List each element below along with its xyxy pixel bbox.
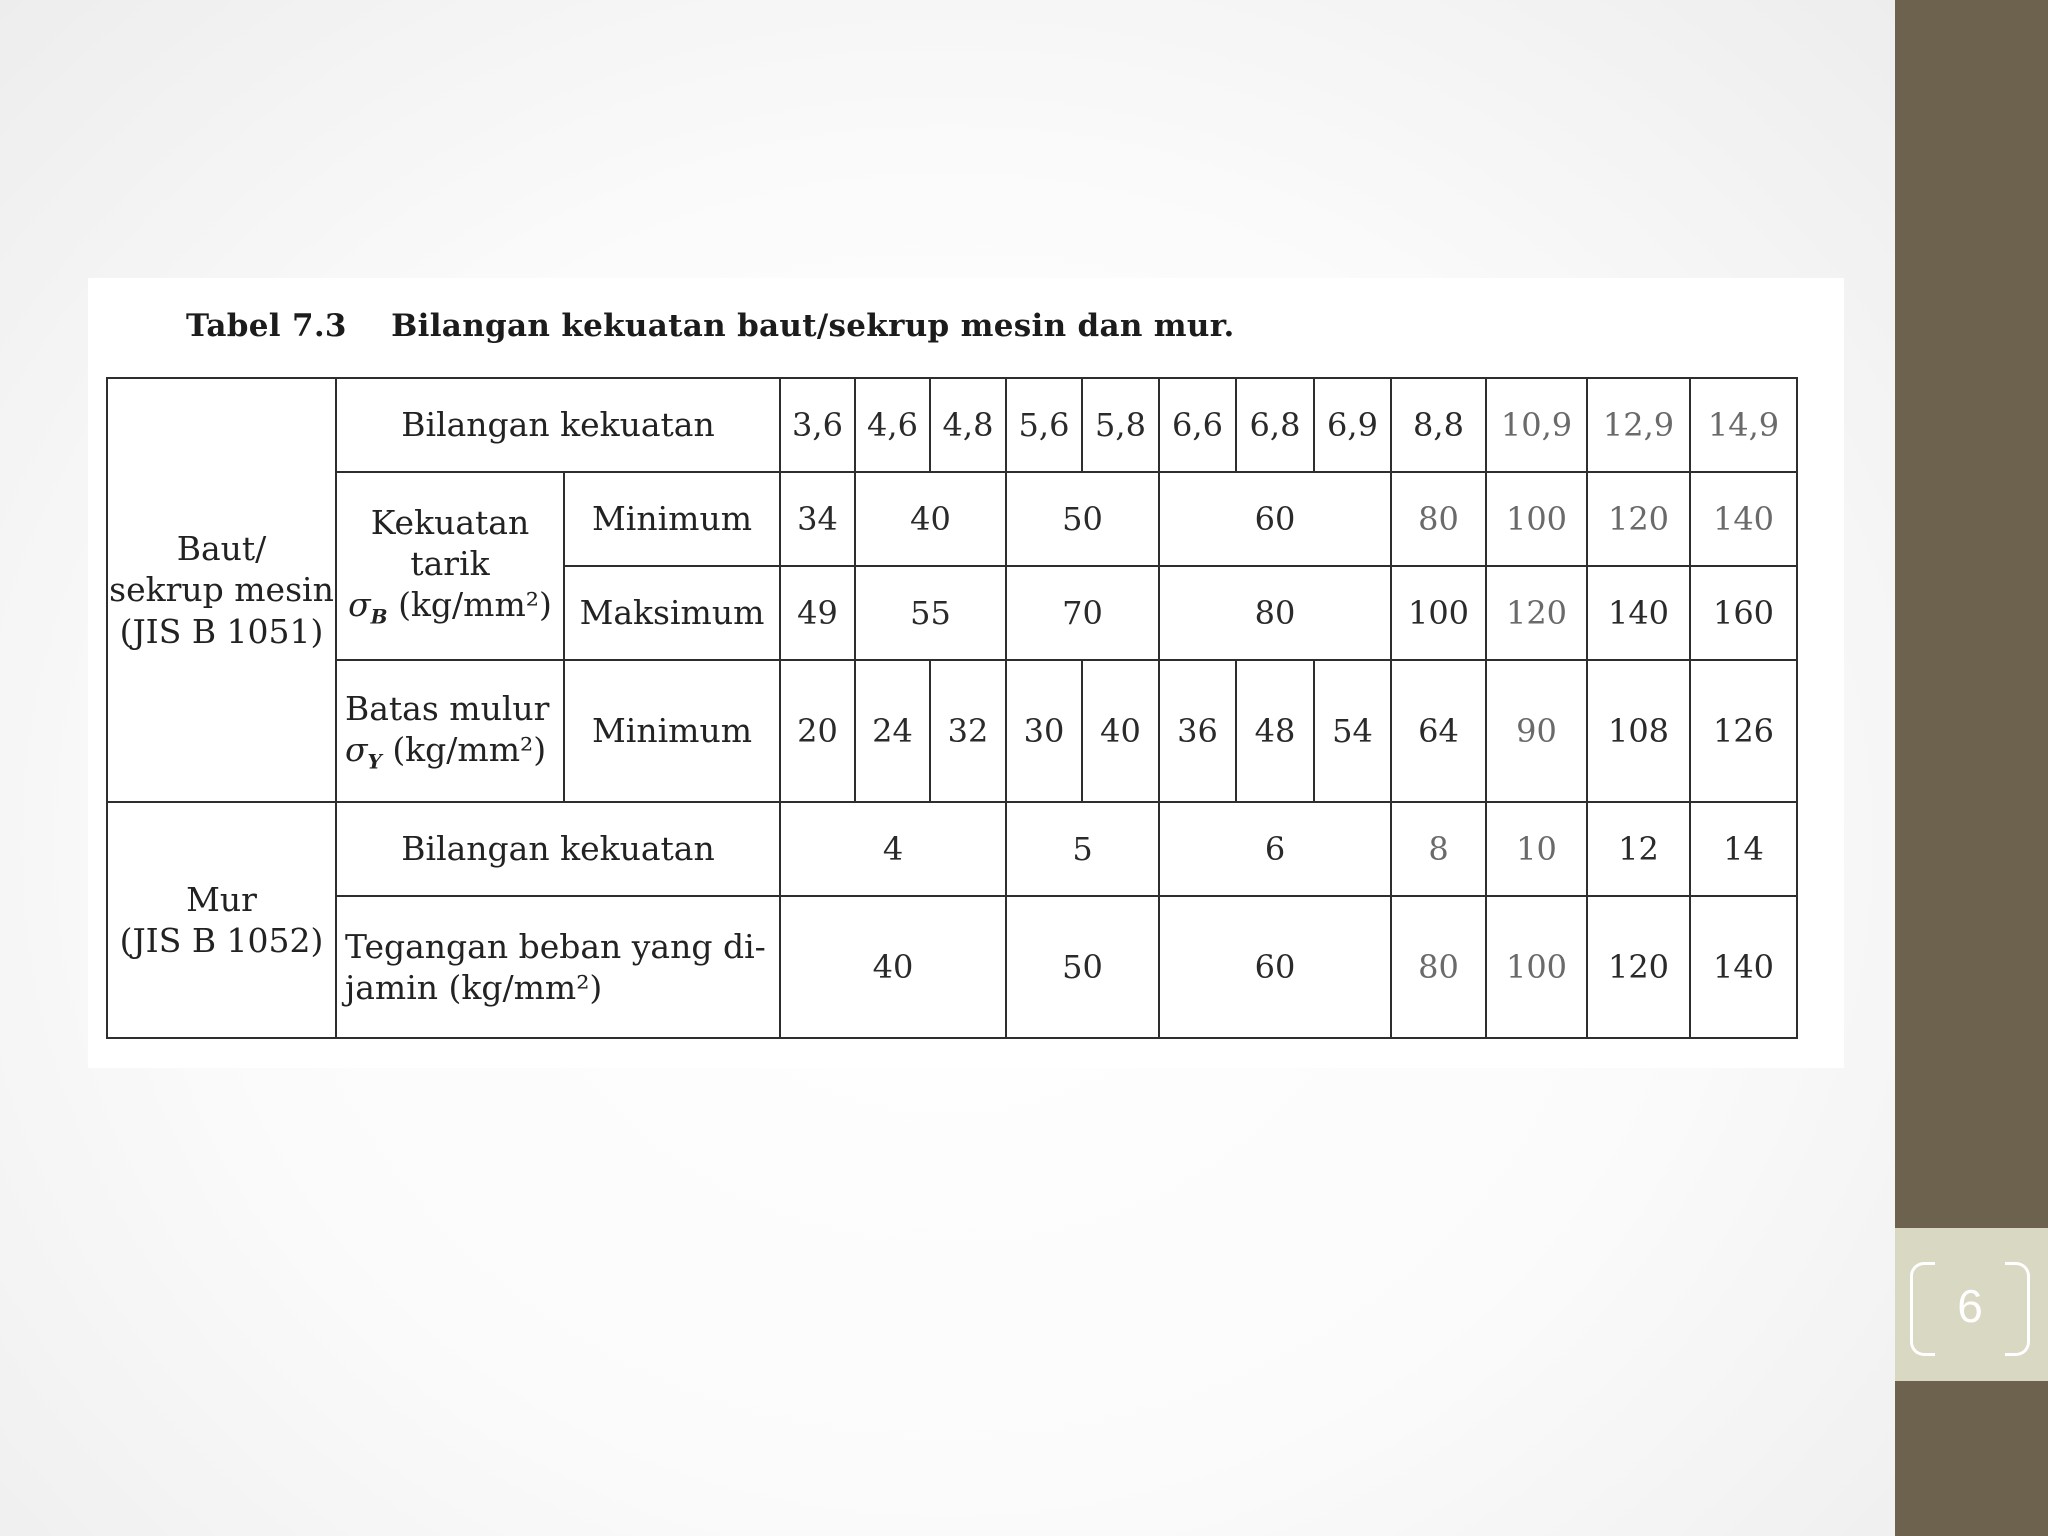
page-number: 6 <box>1957 1280 1983 1332</box>
yield-unit-line <box>345 729 563 775</box>
nut-class-cell: 4 <box>780 802 1006 896</box>
table-row <box>107 802 1797 896</box>
nut-class-cell: 5 <box>1006 802 1159 896</box>
yield-point-label <box>336 660 564 802</box>
proof-load-value: 140 <box>1690 896 1797 1038</box>
yield-value: 20 <box>780 660 855 802</box>
yield-value: 90 <box>1486 660 1587 802</box>
nut-group-line: (JIS B 1052) <box>119 921 324 960</box>
tensile-min-label: Minimum <box>564 472 780 566</box>
bolt-class-cell: 8,8 <box>1391 378 1486 472</box>
proof-load-value: 80 <box>1391 896 1486 1038</box>
bolt-class-cell: 14,9 <box>1690 378 1797 472</box>
nut-group-line: Mur <box>186 879 257 919</box>
table-row <box>107 378 1797 472</box>
tensile-max-value: 120 <box>1486 566 1587 660</box>
yield-min-label: Minimum <box>564 660 780 802</box>
tensile-unit: (kg/mm²) <box>398 585 552 625</box>
sigma-subscript: B <box>370 605 388 630</box>
bolt-class-cell: 12,9 <box>1587 378 1690 472</box>
bolt-class-cell: 4,6 <box>855 378 930 472</box>
tensile-min-value: 34 <box>780 472 855 566</box>
yield-value: 30 <box>1006 660 1082 802</box>
tensile-min-value: 60 <box>1159 472 1391 566</box>
proof-load-value: 50 <box>1006 896 1159 1038</box>
tensile-line: Kekuatan <box>370 502 530 542</box>
proof-load-value: 60 <box>1159 896 1391 1038</box>
tensile-max-value: 55 <box>855 566 1006 660</box>
bolt-class-cell: 4,8 <box>930 378 1006 472</box>
table-row <box>107 472 1797 566</box>
bolt-class-cell: 3,6 <box>780 378 855 472</box>
yield-value: 24 <box>855 660 930 802</box>
nut-class-cell: 12 <box>1587 802 1690 896</box>
bolt-class-cell: 5,8 <box>1082 378 1159 472</box>
yield-value: 54 <box>1314 660 1391 802</box>
tensile-max-value: 100 <box>1391 566 1486 660</box>
nut-class-cell: 6 <box>1159 802 1391 896</box>
nut-group-label <box>107 802 336 1038</box>
bolt-class-cell: 5,6 <box>1006 378 1082 472</box>
yield-value: 48 <box>1236 660 1314 802</box>
proof-load-label <box>336 896 780 1038</box>
tensile-min-value: 100 <box>1486 472 1587 566</box>
bolt-class-cell: 6,8 <box>1236 378 1314 472</box>
tensile-unit-line <box>337 584 563 630</box>
proof-load-line: jamin (kg/mm²) <box>345 968 603 1007</box>
tensile-min-value: 120 <box>1587 472 1690 566</box>
tensile-min-value: 140 <box>1690 472 1797 566</box>
bolt-group-line: (JIS B 1051) <box>119 611 324 651</box>
tensile-max-value: 140 <box>1587 566 1690 660</box>
proof-load-value: 40 <box>780 896 1006 1038</box>
bolt-group-label <box>107 378 336 802</box>
tensile-min-value: 50 <box>1006 472 1159 566</box>
nut-strength-class-label: Bilangan kekuatan <box>336 802 780 896</box>
table-row <box>107 896 1797 1038</box>
proof-load-value: 100 <box>1486 896 1587 1038</box>
yield-value: 36 <box>1159 660 1236 802</box>
bolt-group-line: sekrup mesin <box>109 570 334 610</box>
tensile-strength-label <box>336 472 564 660</box>
sigma-symbol: σ <box>348 585 371 625</box>
nut-class-cell: 14 <box>1690 802 1797 896</box>
table-row <box>107 660 1797 802</box>
yield-value: 64 <box>1391 660 1486 802</box>
sigma-subscript: Y <box>367 749 382 774</box>
yield-value: 126 <box>1690 660 1797 802</box>
yield-value: 108 <box>1587 660 1690 802</box>
tensile-line: tarik <box>410 544 490 584</box>
tensile-min-value: 80 <box>1391 472 1486 566</box>
tensile-max-value: 80 <box>1159 566 1391 660</box>
tensile-max-label: Maksimum <box>564 566 780 660</box>
strength-class-table <box>106 377 1798 1039</box>
bolt-class-cell: 10,9 <box>1486 378 1587 472</box>
tensile-max-value: 49 <box>780 566 855 660</box>
yield-value: 32 <box>930 660 1006 802</box>
nut-class-cell: 10 <box>1486 802 1587 896</box>
proof-load-line: Tegangan beban yang di- <box>345 926 766 966</box>
tensile-max-value: 70 <box>1006 566 1159 660</box>
nut-class-cell: 8 <box>1391 802 1486 896</box>
bolt-group-line: Baut/ <box>176 529 267 569</box>
tensile-max-value: 160 <box>1690 566 1797 660</box>
yield-unit: (kg/mm²) <box>392 729 547 769</box>
tensile-min-value: 40 <box>855 472 1006 566</box>
right-bracket-icon <box>2005 1262 2030 1356</box>
sigma-symbol: σ <box>345 729 368 769</box>
strength-class-label: Bilangan kekuatan <box>336 378 780 472</box>
proof-load-value: 120 <box>1587 896 1690 1038</box>
yield-line: Batas mulur <box>345 688 550 728</box>
bolt-class-cell: 6,6 <box>1159 378 1236 472</box>
bolt-class-cell: 6,9 <box>1314 378 1391 472</box>
yield-value: 40 <box>1082 660 1159 802</box>
table-title: Tabel 7.3 Bilangan kekuatan baut/sekrup mesin dan mur. <box>186 308 1235 344</box>
